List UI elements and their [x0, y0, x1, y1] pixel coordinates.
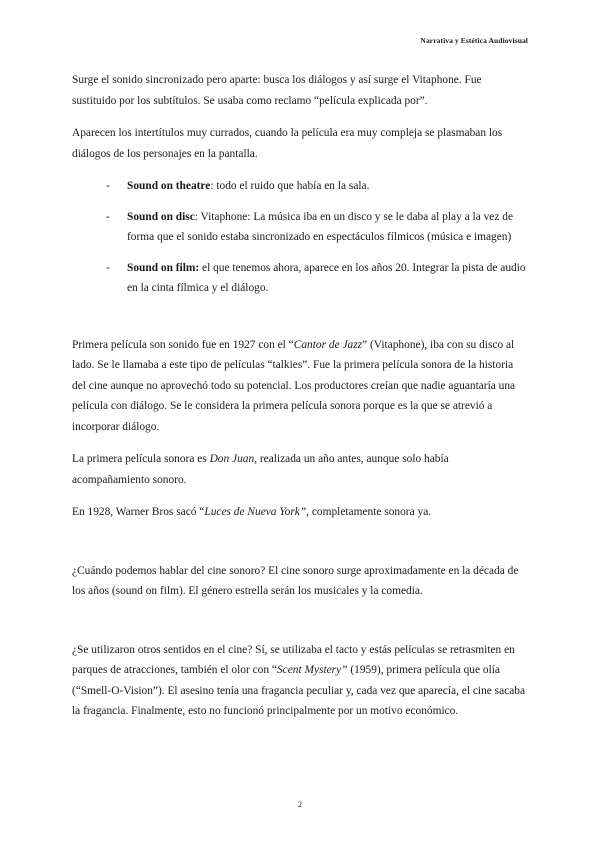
running-header: Narrativa y Estética Audiovisual — [420, 36, 528, 45]
paragraph-other-senses: ¿Se utilizaron otros sentidos en el cine? Sí, se utilizaba el tacto y estás películas se retrasmiten en parques de atracciones, también el olor con “Scent Mystery” (1959), primera película que olía (“Smell-O-Vision”). El asesino tenía una fragancia peculiar y, cada vez que aparecía, el cine sacaba la fragancia. Finalmente, esto no funcionó principalmente por un motivo económico. — [72, 643, 526, 717]
paragraph-warner: En 1928, Warner Bros sacó “Luces de Nueva York”, completamente sonora ya. — [72, 506, 432, 518]
film-title: Cantor de Jazz — [293, 338, 363, 351]
bullet-term: Sound on disc — [127, 210, 195, 223]
page-number: 2 — [298, 800, 302, 809]
list-item — [72, 176, 528, 197]
sound-types-list — [72, 176, 528, 299]
film-title: Scent Mystery” — [276, 664, 348, 676]
bullet-term: Sound on film: — [127, 261, 200, 274]
spacer — [72, 309, 528, 335]
paragraph-vitaphone: Surge el sonido sincronizado pero aparte: busca los diálogos y así surge el Vitaphone. Fue sustituido por los subtítulos. Se usaba como reclamo “película explicada por”. — [72, 74, 482, 107]
spacer — [72, 614, 528, 640]
paragraph-intertitles: Aparecen los intertítulos muy currados, cuando la película era muy compleja se plasmaban los diálogos de los personajes en la pantalla. — [72, 127, 503, 160]
page-content — [72, 70, 528, 734]
paragraph-jazz-singer: Primera película son sonido fue en 1927 con el “Cantor de Jazz” (Vitaphone), iba con su disco al lado. Se le llamaba a este tipo de películas “talkies”. Fue la primera película sonora de la historia del cine aunque no aprovechó todo su potencial. Los productores creían que nadie aguantaría una película con diálogo. Se le considera la primera película sonora porque es la que se atrevió a incorporar diálogo. — [72, 338, 516, 433]
bullet-dash: - — [106, 261, 110, 274]
bullet-term: Sound on theatre — [127, 180, 211, 192]
paragraph-sound-cinema: ¿Cuándo podemos hablar del cine sonoro? El cine sonoro surge aproximadamente en la década de los años (sound on film). El género estrella serán los musicales y la comedia. — [72, 564, 519, 597]
spacer — [72, 535, 528, 561]
bullet-text: : Vitaphone: La música iba en un disco y se le daba al play a la vez de forma que el sonido estaba sincronizado en espectáculos fílmicos (música e imagen) — [127, 210, 513, 243]
bullet-dash: - — [106, 210, 110, 223]
film-title: Luces de Nueva York” — [204, 506, 307, 518]
paragraph-don-juan: La primera película sonora es Don Juan, realizada un año antes, aunque solo había acompañamiento sonoro. — [72, 453, 449, 486]
film-title: Don Juan — [209, 453, 255, 465]
list-item — [72, 258, 528, 299]
bullet-text: : todo el ruido que había en la sala. — [210, 180, 370, 192]
bullet-text: el que tenemos ahora, aparece en los años 20. Integrar la pista de audio en la cinta fílmica y el diálogo. — [127, 261, 526, 294]
bullet-dash: - — [106, 180, 110, 192]
list-item — [72, 207, 528, 248]
